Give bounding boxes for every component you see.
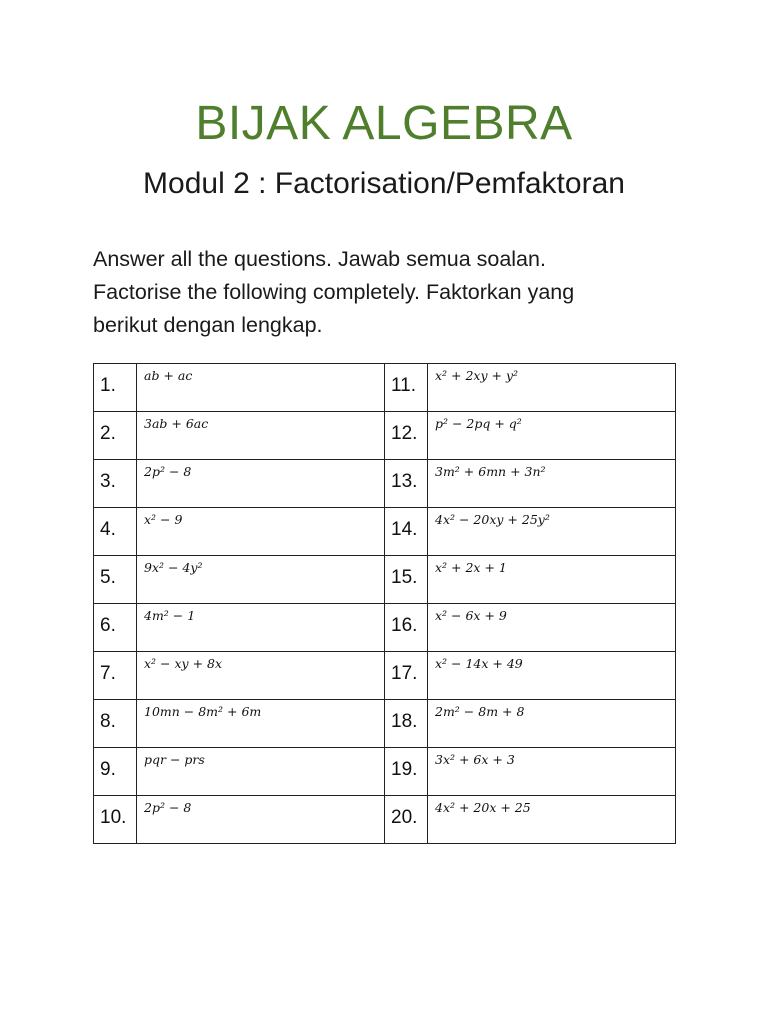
question-expression: ab + ac (137, 364, 385, 412)
question-expression: x² − 9 (137, 508, 385, 556)
table-row (94, 796, 676, 844)
question-expression: 3x² + 6x + 3 (428, 748, 676, 796)
question-expression: 2p² − 8 (137, 460, 385, 508)
question-number: 15. (385, 556, 428, 604)
question-expression: x² + 2x + 1 (428, 556, 676, 604)
question-number: 10. (94, 796, 137, 844)
question-expression: p² − 2pq + q² (428, 412, 676, 460)
question-expression: 3m² + 6mn + 3n² (428, 460, 676, 508)
question-number: 3. (94, 460, 137, 508)
question-number: 7. (94, 652, 137, 700)
question-number: 20. (385, 796, 428, 844)
question-expression: 3ab + 6ac (137, 412, 385, 460)
table-row (94, 364, 676, 412)
instruction-line-2: Factorise the following completely. Faktorkan yang (93, 280, 575, 304)
question-number: 18. (385, 700, 428, 748)
question-expression: pqr − prs (137, 748, 385, 796)
question-number: 2. (94, 412, 137, 460)
instruction-line-3: berikut dengan lengkap. (93, 313, 323, 337)
question-expression: 2p² − 8 (137, 796, 385, 844)
question-number: 8. (94, 700, 137, 748)
table-row (94, 556, 676, 604)
table-row (94, 748, 676, 796)
table-row (94, 700, 676, 748)
table-row (94, 508, 676, 556)
document-title: BIJAK ALGEBRA (195, 97, 573, 150)
table-row (94, 604, 676, 652)
question-number: 13. (385, 460, 428, 508)
question-expression: 10mn − 8m² + 6m (137, 700, 385, 748)
question-expression: x² − 6x + 9 (428, 604, 676, 652)
question-expression: x² + 2xy + y² (428, 364, 676, 412)
question-expression: 4x² − 20xy + 25y² (428, 508, 676, 556)
question-number: 11. (385, 364, 428, 412)
question-expression: x² − 14x + 49 (428, 652, 676, 700)
question-number: 14. (385, 508, 428, 556)
question-number: 5. (94, 556, 137, 604)
question-expression: 9x² − 4y² (137, 556, 385, 604)
question-number: 4. (94, 508, 137, 556)
question-number: 19. (385, 748, 428, 796)
question-number: 17. (385, 652, 428, 700)
table-row (94, 460, 676, 508)
questions-table (93, 363, 676, 844)
module-subtitle: Modul 2 : Factorisation/Pemfaktoran (143, 167, 625, 200)
question-expression: 4x² + 20x + 25 (428, 796, 676, 844)
question-expression: 4m² − 1 (137, 604, 385, 652)
table-row (94, 652, 676, 700)
question-number: 9. (94, 748, 137, 796)
question-expression: x² − xy + 8x (137, 652, 385, 700)
instructions (93, 243, 683, 342)
table-row (94, 412, 676, 460)
question-number: 16. (385, 604, 428, 652)
question-number: 12. (385, 412, 428, 460)
instruction-line-1: Answer all the questions. Jawab semua soalan. (93, 247, 546, 271)
question-expression: 2m² − 8m + 8 (428, 700, 676, 748)
question-number: 6. (94, 604, 137, 652)
question-number: 1. (94, 364, 137, 412)
